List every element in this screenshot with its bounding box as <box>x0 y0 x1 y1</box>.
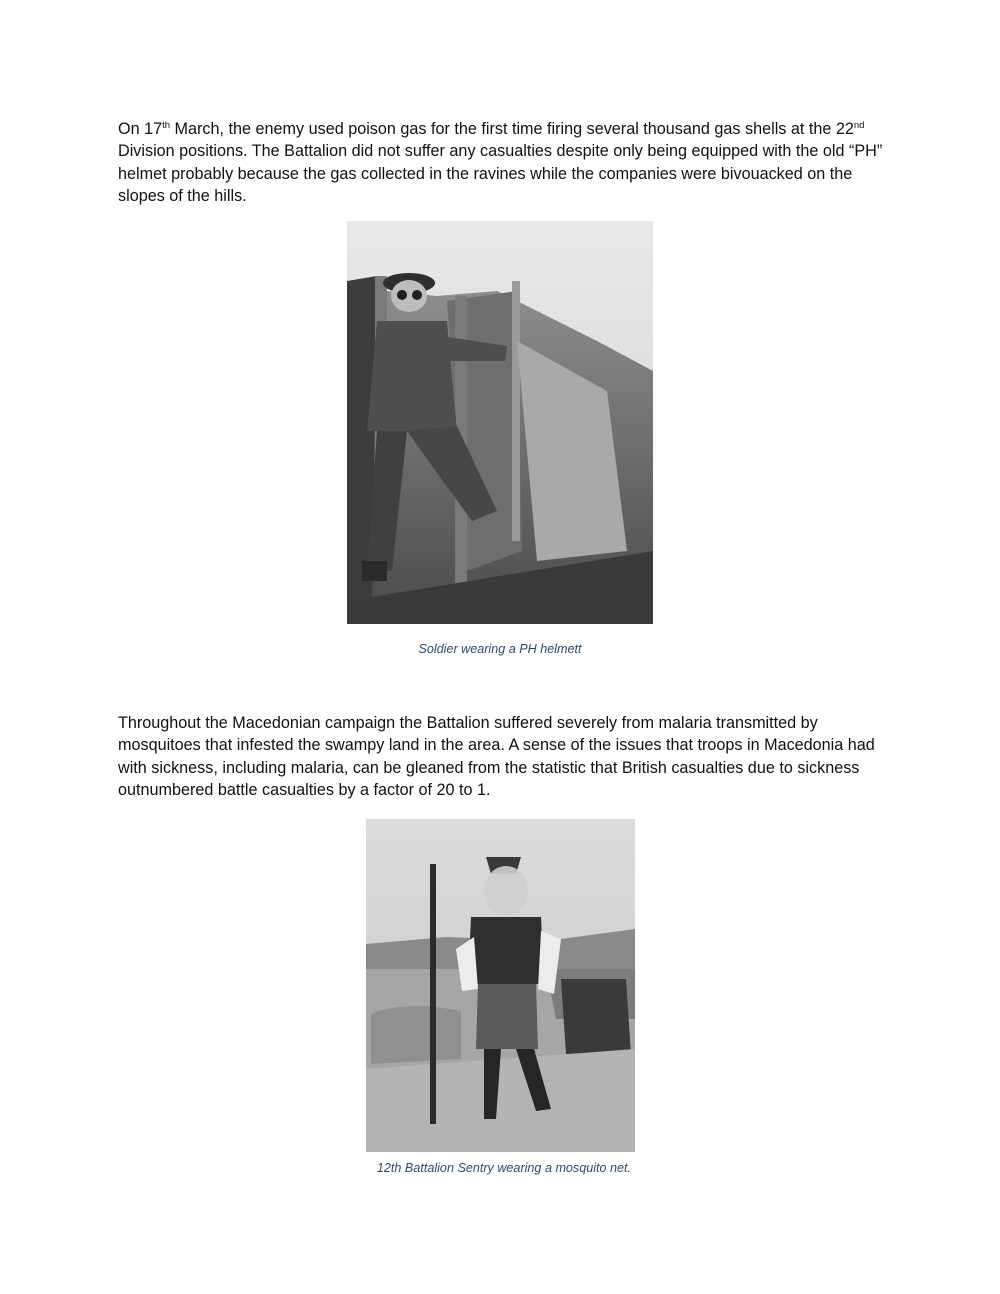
paragraph-1-text-c: Division positions. The Battalion did not suffer any casualties despite only being equipped with the old “PH” helmet probably because the gas collected in the ravines while the companies were bivouacked on the slopes of the hills. <box>118 142 883 205</box>
caption-ph-helmet: Soldier wearing a PH helmett <box>418 642 582 656</box>
paragraph-malaria: Throughout the Macedonian campaign the Battalion suffered severely from malaria transmitted by mosquitoes that infested the swampy land in the area. A sense of the issues that troops in Macedonia had with sickness, including malaria, can be gleaned from the statistic that British casualties due to sickness outnumbered battle casualties by a factor of 20 to 1. <box>118 714 875 799</box>
paragraph-1-text-a: On 17 <box>118 120 163 138</box>
photo-soldier-ph-helmet <box>347 221 653 624</box>
paragraph-poison-gas <box>118 118 893 207</box>
caption-mosquito-net: 12th Battalion Sentry wearing a mosquito net. <box>376 1161 632 1175</box>
photo-sentry-mosquito-net-graphic <box>366 819 635 1152</box>
ordinal-suffix-th: th <box>162 120 171 131</box>
photo-sentry-mosquito-net <box>366 819 635 1152</box>
photo-soldier-ph-helmet-graphic <box>347 221 653 624</box>
paragraph-1-text-b: March, the enemy used poison gas for the first time firing several thousand gas shells at the 22 <box>170 120 854 138</box>
ordinal-suffix-nd: nd <box>853 120 865 131</box>
